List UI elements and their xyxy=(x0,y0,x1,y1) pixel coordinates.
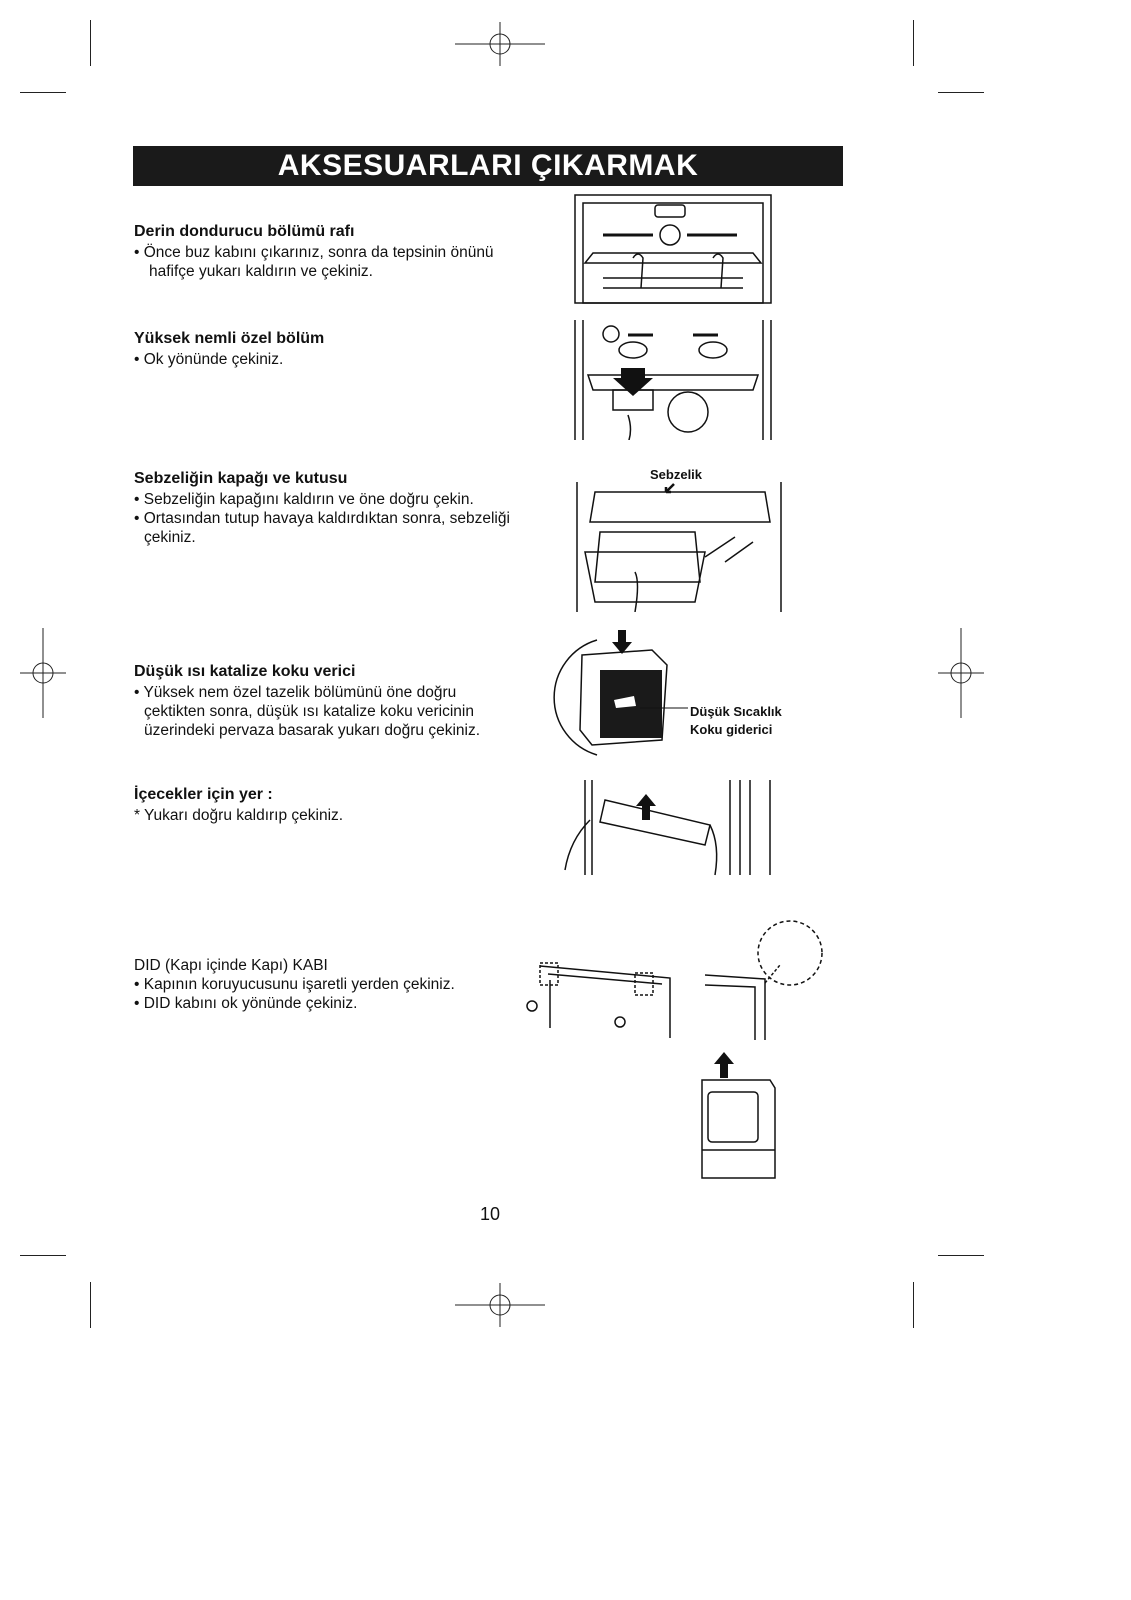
section-line: • Ok yönünde çekiniz. xyxy=(134,351,284,368)
did-door-illustration xyxy=(520,958,680,1038)
section-freezer-shelf xyxy=(134,222,494,281)
beverage-shelf-illustration xyxy=(560,780,780,880)
crop-mark xyxy=(90,1282,91,1328)
section-line: üzerindeki pervaza basarak yukarı doğru çekiniz. xyxy=(144,722,481,739)
pointer-line xyxy=(640,706,690,710)
section-heading: Derin dondurucu bölümü rafı xyxy=(134,223,355,240)
section-humidity-compartment xyxy=(134,329,324,369)
page-number: 10 xyxy=(479,1204,501,1224)
section-line: * Yukarı doğru kaldırıp çekiniz. xyxy=(134,807,344,824)
arrow-icon xyxy=(662,482,676,496)
registration-mark-right xyxy=(938,628,984,718)
crop-mark xyxy=(938,1255,984,1256)
section-line: çekiniz. xyxy=(144,529,196,546)
crop-mark xyxy=(20,92,66,93)
section-heading: Düşük ısı katalize koku verici xyxy=(134,663,356,680)
section-line: • Kapının koruyucusunu işaretli yerden çekiniz. xyxy=(134,976,455,993)
sebzelik-label: Sebzelik xyxy=(650,467,703,482)
crop-mark xyxy=(913,20,914,66)
crop-mark xyxy=(938,92,984,93)
crop-mark xyxy=(90,20,91,66)
did-box-illustration xyxy=(690,1050,785,1180)
section-heading: DID (Kapı içinde Kapı) KABI xyxy=(134,957,328,974)
deodorizer-illustration xyxy=(552,630,682,760)
registration-mark-bottom xyxy=(455,1283,545,1327)
humidity-compartment-illustration xyxy=(573,320,773,440)
section-line: hafifçe yukarı kaldırın ve çekiniz. xyxy=(149,263,373,280)
crop-mark xyxy=(913,1282,914,1328)
section-deodorizer xyxy=(134,662,480,740)
section-line: • Ortasından tutup havaya kaldırdıktan sonra, sebzeliği xyxy=(134,510,510,527)
section-line: • Yüksek nem özel tazelik bölümünü öne doğru xyxy=(134,684,457,701)
section-beverage xyxy=(134,785,343,825)
section-heading: Yüksek nemli özel bölüm xyxy=(134,330,325,347)
crop-mark xyxy=(20,1255,66,1256)
vegetable-drawer-illustration xyxy=(575,482,785,612)
section-line: • Sebzeliğin kapağını kaldırın ve öne doğru çekin. xyxy=(134,491,474,508)
freezer-shelf-illustration xyxy=(573,193,773,305)
section-vegetable-drawer xyxy=(134,469,510,547)
section-heading: Sebzeliğin kapağı ve kutusu xyxy=(134,470,348,487)
did-detail-illustration xyxy=(705,915,825,1040)
page-title: AKSESUARLARI ÇIKARMAK xyxy=(133,146,843,186)
section-heading: İçecekler için yer : xyxy=(134,786,273,803)
registration-mark-left xyxy=(20,628,66,718)
section-line: • Önce buz kabını çıkarınız, sonra da tepsinin önünü xyxy=(134,244,494,261)
registration-mark-top xyxy=(455,22,545,66)
section-line: • DID kabını ok yönünde çekiniz. xyxy=(134,995,358,1012)
deodorizer-label-line1: Düşük Sıcaklık xyxy=(690,704,782,719)
section-did xyxy=(134,956,455,1013)
deodorizer-label-line2: Koku giderici xyxy=(690,722,773,737)
section-line: çektikten sonra, düşük ısı katalize koku vericinin xyxy=(144,703,474,720)
